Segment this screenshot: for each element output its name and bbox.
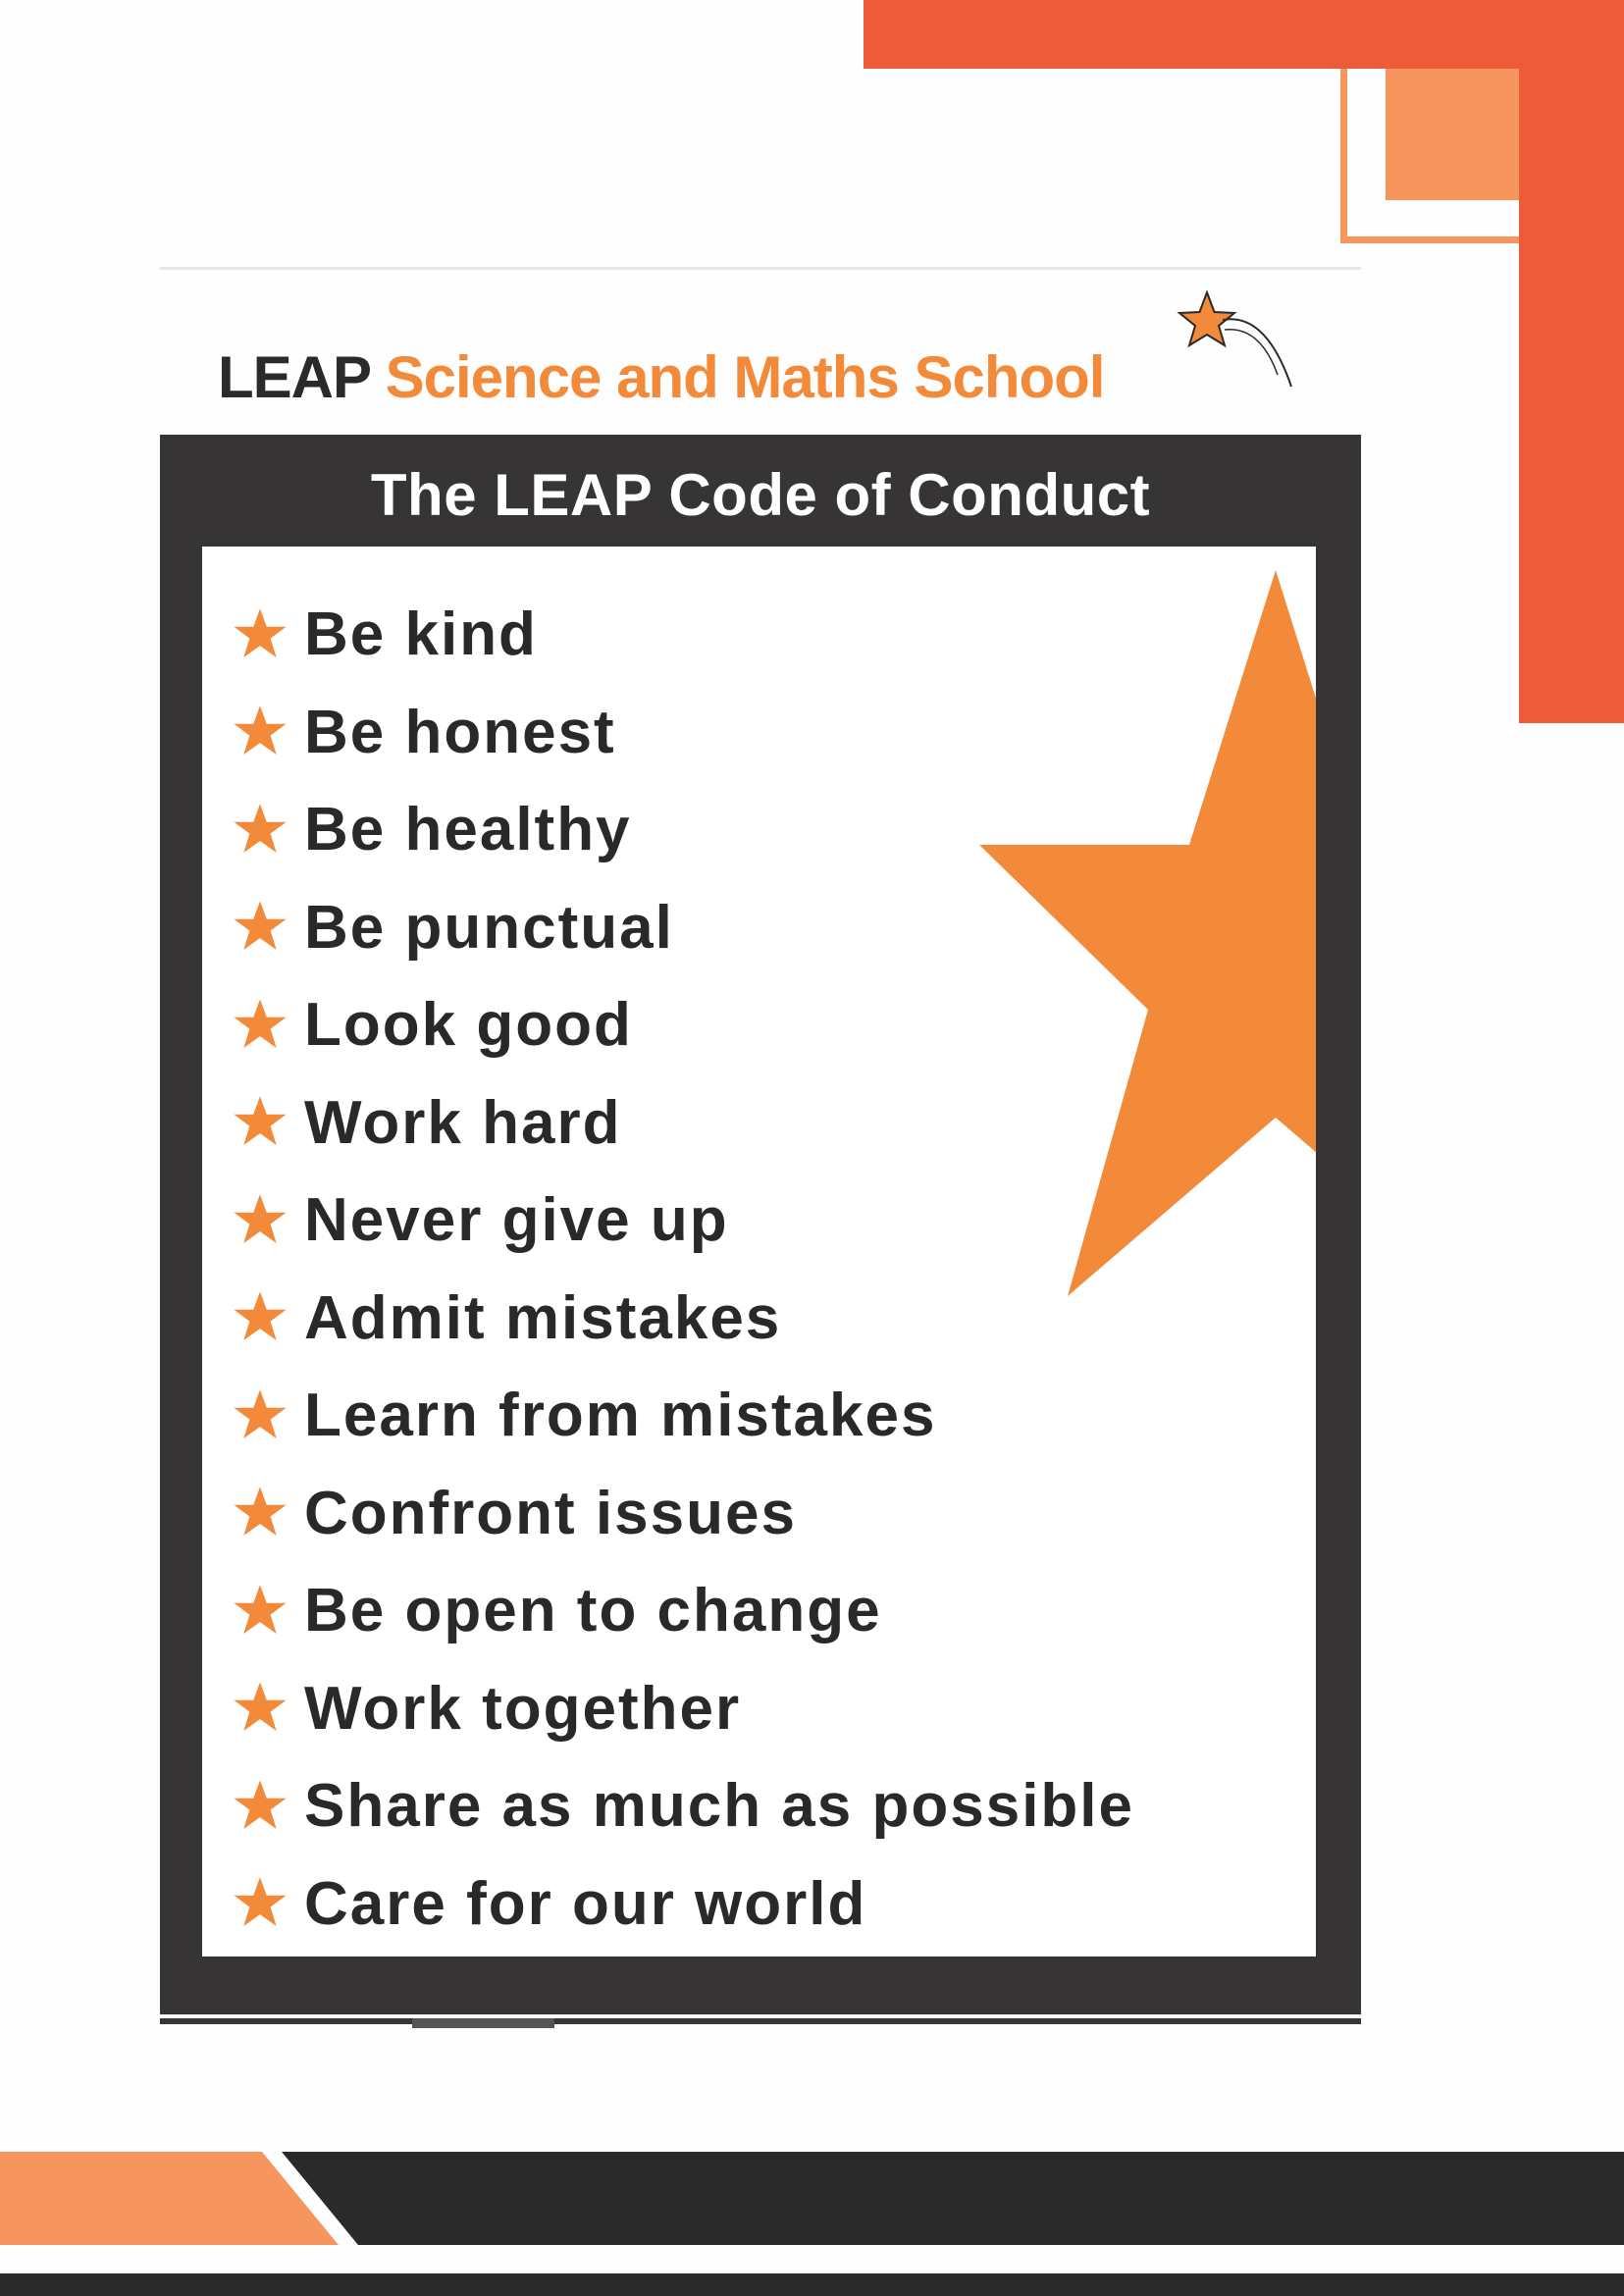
poster-title: The LEAP Code of Conduct [370,462,1151,528]
bottom-dark-band [0,2273,1624,2296]
star-icon [232,1387,288,1444]
bottom-accent-strip [0,2152,1624,2245]
rule-item [232,586,1134,684]
rule-text: Be open to change [304,1577,882,1645]
rule-item [232,684,1134,782]
rule-text: Be kind [304,600,538,669]
school-name-leap: LEAP [218,344,370,410]
rule-item [232,976,1134,1074]
star-icon [232,1583,288,1640]
star-icon [232,997,288,1054]
rule-text: Admit mistakes [304,1283,782,1352]
rule-item [232,1660,1134,1758]
top-accent-bar [864,0,1624,69]
poster-scroll-mark [412,2018,554,2028]
rule-item [232,1855,1134,1954]
rule-text: Be honest [304,698,616,766]
right-accent-bar [1519,0,1624,723]
star-icon [232,1192,288,1249]
star-icon [232,606,288,663]
school-title [218,339,1104,417]
rule-text: Be punctual [304,893,674,962]
rules-panel [202,547,1316,1957]
star-icon [232,704,288,760]
star-icon [232,899,288,956]
rule-item [232,1465,1134,1563]
school-name-rest: Science and Maths School [385,344,1105,410]
rules-list [232,586,1134,1953]
rule-text: Care for our world [304,1869,867,1938]
rule-item [232,1172,1134,1270]
star-icon [232,1485,288,1541]
rule-text: Never give up [304,1186,729,1255]
rule-text: Confront issues [304,1479,797,1547]
star-icon [232,1094,288,1151]
rule-text: Be healthy [304,796,632,864]
rule-item [232,1757,1134,1855]
rule-text: Work hard [304,1088,622,1157]
corner-accent-square [1386,69,1519,200]
shooting-star-icon [1176,290,1293,398]
top-divider [160,267,1361,270]
rule-item [232,1562,1134,1660]
poster-bottom-edge [160,2014,1361,2018]
star-icon [232,1289,288,1346]
rule-item [232,1074,1134,1173]
star-icon [232,1778,288,1835]
rule-item [232,1367,1134,1465]
rule-text: Look good [304,991,633,1060]
rule-item [232,1270,1134,1368]
rule-item [232,879,1134,977]
rule-text: Share as much as possible [304,1772,1135,1841]
star-icon [232,1680,288,1737]
star-icon [232,802,288,859]
rule-text: Learn from mistakes [304,1382,937,1450]
star-icon [232,1875,288,1932]
rule-text: Work together [304,1674,742,1743]
rule-item [232,781,1134,879]
